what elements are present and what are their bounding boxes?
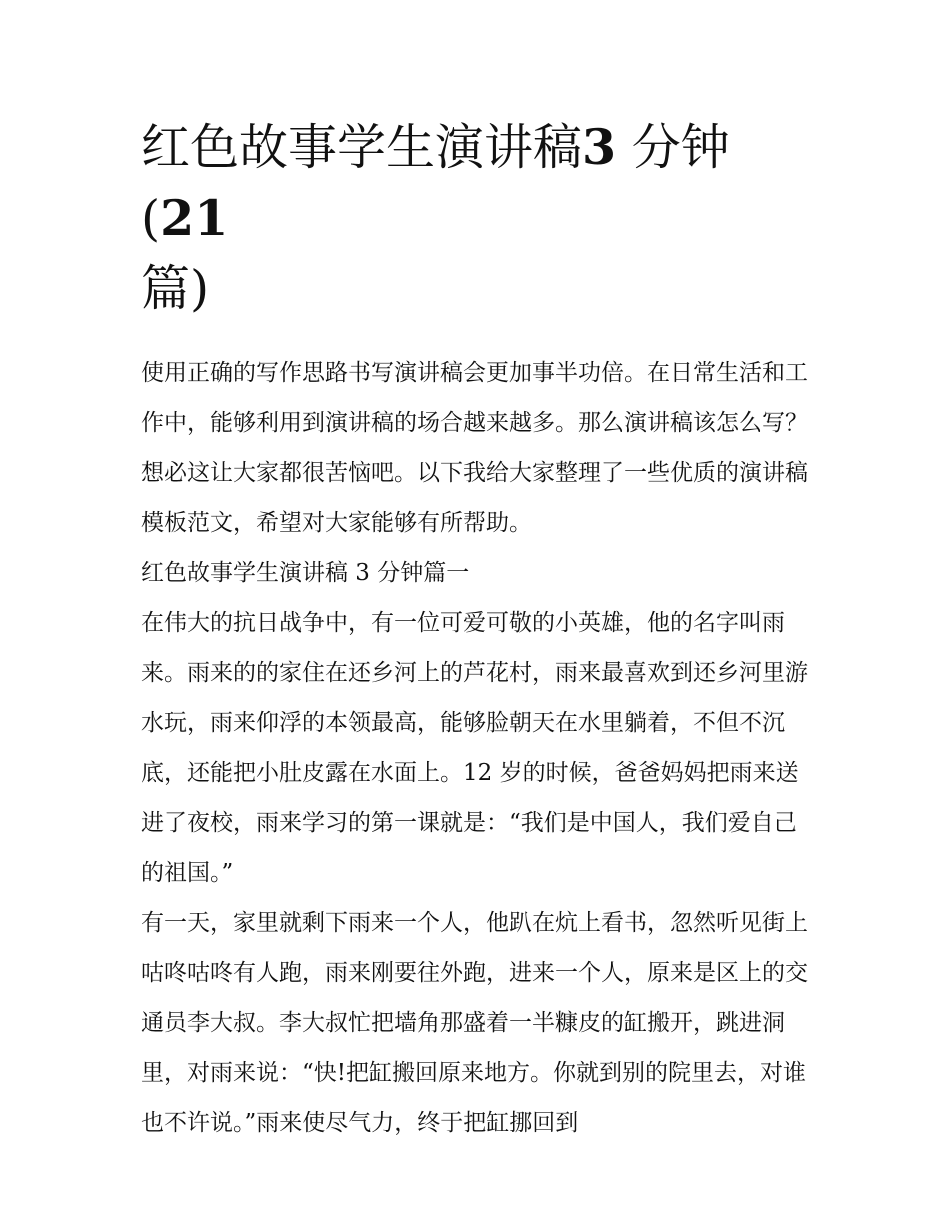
title-number-2: 21 <box>160 189 229 247</box>
intro-paragraph: 使用正确的写作思路书写演讲稿会更加事半功倍。在日常生活和工作中，能够利用到演讲稿的场合越来越多。那么演讲稿该怎么写？想必这让大家都很苦恼吧。以下我给大家整理了一些优质的演讲稿模板范文，希望对大家能够有所帮助。 <box>141 360 808 536</box>
body-paragraph-1: 在伟大的抗日战争中，有一位可爱可敬的小英雄，他的名字叫雨来。雨来的的家住在还乡河上的芦花村，雨来最喜欢到还乡河里游水玩，雨来仰浮的本领最高，能够脸朝天在水里躺着，不但不沉底，还能把小肚皮露在水面上。12 岁的时候，爸爸妈妈把雨来送进了夜校，雨来学习的第一课就是：“我们是中国人，我们爱自己的祖国。” <box>141 610 808 886</box>
title-number-1: 3 <box>582 118 617 176</box>
title-text-2: 分钟( <box>141 119 730 247</box>
section-heading: 红色故事学生演讲稿 3 分钟篇一 <box>141 560 470 586</box>
document-content <box>141 112 813 1148</box>
title-text-3: 篇) <box>141 260 210 317</box>
body-paragraph-2: 有一天，家里就剩下雨来一个人，他趴在炕上看书，忽然听见街上咕咚咕咚有人跑，雨来刚要往外跑，进来一个人，原来是区上的交通员李大叔。李大叔忙把墙角那盛着一半糠皮的缸搬开，跳进洞里，对雨来说：“快!把缸搬回原来地方。你就到别的院里去，对谁也不许说。”雨来使尽气力，终于把缸挪回到 <box>141 910 808 1136</box>
document-title <box>141 112 813 324</box>
title-text-1: 红色故事学生演讲稿 <box>141 119 583 176</box>
